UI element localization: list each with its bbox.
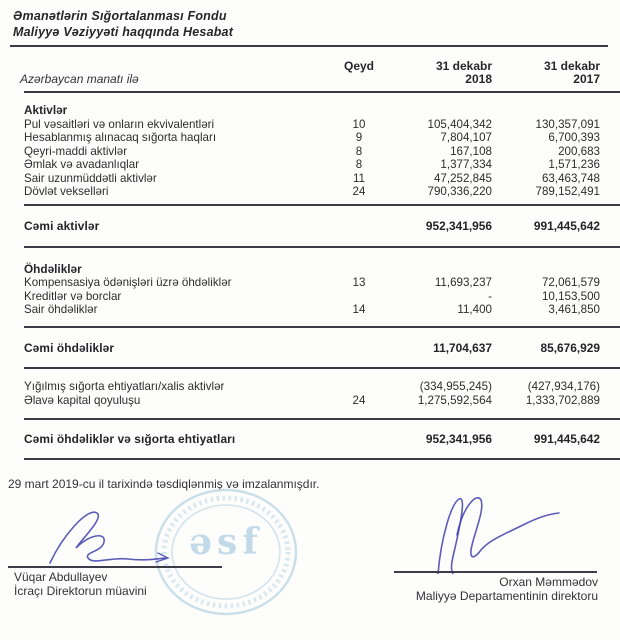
row-note: 24 — [352, 185, 366, 199]
table-row — [14, 131, 600, 145]
table-row — [14, 145, 600, 159]
liabilities-total-row — [14, 328, 600, 368]
total-value-2018: 11,704,637 — [433, 340, 492, 355]
row-value-2018: (334,955,245) — [419, 380, 492, 394]
total-label: Cəmi öhdəliklər — [24, 340, 115, 355]
total-label: Cəmi öhdəliklər və sığorta ehtiyatları — [24, 431, 236, 446]
row-note — [334, 290, 384, 304]
row-value-2017: 1,333,702,889 — [525, 393, 600, 407]
row-label: Sair öhdəliklər — [24, 303, 98, 317]
assets-total-divider-bottom — [24, 246, 620, 248]
statement-table — [14, 47, 600, 460]
report-title-statement: Maliyyə Vəziyyəti haqqında Hesabat — [13, 24, 234, 39]
signatory-left-title: İcraçı Direktorun müavini — [14, 583, 147, 598]
grand-total-divider-bottom — [24, 458, 620, 460]
report-title — [13, 9, 620, 40]
total-value-2017: 991,445,642 — [533, 431, 600, 446]
row-value-2017: 72,061,579 — [541, 276, 600, 290]
total-value-2018: 952,341,956 — [425, 431, 492, 446]
reserves-rows — [14, 380, 600, 407]
liabilities-total-divider-bottom — [24, 367, 620, 369]
row-value-2018: 11,400 — [457, 303, 492, 317]
table-row — [14, 158, 600, 172]
approval-text: 29 mart 2019-cu il tarixində təsdiqlənmiş və imzalanmışdır. — [8, 477, 320, 492]
row-label: Kompensasiya ödənişləri üzrə öhdəliklər — [24, 276, 232, 290]
row-value-2018: 790,336,220 — [427, 185, 492, 199]
table-row — [14, 172, 600, 186]
signature-line-right — [394, 571, 597, 573]
row-value-2017: 10,153,500 — [541, 289, 600, 303]
row-value-2018: - — [488, 289, 492, 303]
row-value-2018: 167,108 — [450, 144, 492, 158]
row-value-2018: 7,804,107 — [440, 131, 492, 145]
row-value-2018: 105,404,342 — [427, 117, 492, 131]
row-label: Dövlət vekselləri — [24, 185, 109, 199]
section-header-assets: Aktivlər — [24, 103, 68, 117]
signatory-left — [14, 571, 147, 599]
assets-rows — [14, 118, 600, 200]
row-value-2017: 3,461,850 — [548, 303, 600, 317]
row-value-2017: (427,934,176) — [527, 380, 600, 394]
row-value-2017: 6,700,393 — [548, 131, 600, 145]
signature-right — [393, 490, 603, 574]
table-row — [14, 185, 600, 199]
signatory-left-name: Vüqar Abdullayev — [14, 570, 108, 584]
row-value-2017: 130,357,091 — [535, 117, 600, 131]
stamp-center-text: əsf — [189, 521, 263, 563]
column-header-2018-line1: 31 dekabr — [435, 59, 492, 73]
section-header-liabilities: Öhdəliklər — [24, 261, 82, 276]
row-value-2018: 1,377,334 — [440, 158, 492, 172]
column-header-2018-line2: 2018 — [465, 72, 492, 86]
table-row — [14, 290, 600, 304]
row-label: Qeyri-maddi aktivlər — [24, 144, 128, 158]
row-label: Yığılmış sığorta ehtiyatları/xalis aktivlər — [24, 380, 225, 394]
row-note: 24 — [352, 393, 366, 407]
row-value-2017: 789,152,491 — [535, 185, 600, 199]
total-note — [334, 433, 384, 447]
report-title-org: Əmanətlərin Sığortalanması Fondu — [13, 9, 227, 23]
row-value-2017: 63,463,748 — [541, 171, 600, 185]
column-header-2018 — [384, 60, 492, 86]
row-value-2018: 1,275,592,564 — [417, 393, 492, 407]
table-row — [14, 276, 600, 290]
column-header-2017-line2: 2017 — [573, 72, 600, 86]
row-label: Pul vəsaitləri və onların ekvivalentləri — [24, 117, 215, 131]
row-label: Sair uzunmüddətli aktivlər — [24, 171, 157, 185]
row-label: Əlavə kapital qoyuluşu — [24, 393, 141, 407]
signature-line-left — [8, 566, 222, 568]
column-header-2017 — [492, 60, 600, 86]
signatory-right-name: Orxan Məmmədov — [499, 575, 598, 589]
total-label: Cəmi aktivlər — [24, 219, 100, 234]
row-note: 13 — [352, 276, 366, 290]
row-label: Əmlak və avadanlıqlar — [24, 158, 140, 172]
row-value-2017: 1,571,236 — [548, 158, 600, 172]
currency-note: Azərbaycan manatı ilə — [20, 72, 139, 86]
row-note — [334, 380, 384, 394]
assets-total-row — [14, 206, 600, 246]
table-header-row — [14, 47, 600, 89]
total-note — [334, 342, 384, 356]
row-value-2017: 200,683 — [558, 144, 600, 158]
table-row — [14, 380, 600, 394]
grand-total-row — [14, 420, 600, 459]
liabilities-rows — [14, 276, 600, 317]
row-label: Hesablanmış alınacaq sığorta haqları — [24, 131, 217, 145]
row-note: 8 — [355, 158, 363, 172]
column-header-2017-line1: 31 dekabr — [543, 59, 600, 73]
row-note: 9 — [355, 131, 363, 145]
row-note: 10 — [352, 117, 366, 131]
total-value-2017: 991,445,642 — [533, 219, 600, 234]
total-value-2017: 85,676,929 — [540, 340, 600, 355]
table-row — [14, 394, 600, 408]
table-row — [14, 118, 600, 132]
column-header-note: Qeyd — [343, 59, 374, 73]
signatory-right-title: Maliyyə Departamentinin direktoru — [415, 588, 598, 603]
signatory-right — [416, 576, 598, 604]
row-label: Kreditlər və borclar — [24, 289, 122, 303]
total-value-2018: 952,341,956 — [425, 219, 492, 234]
row-note: 11 — [352, 171, 366, 185]
row-value-2018: 47,252,845 — [433, 171, 492, 185]
header-divider — [24, 91, 620, 93]
row-note: 8 — [355, 144, 363, 158]
signature-left — [8, 503, 223, 569]
row-note: 14 — [352, 303, 366, 317]
row-value-2018: 11,693,237 — [434, 276, 492, 290]
total-note — [334, 220, 384, 234]
table-row — [14, 303, 600, 317]
